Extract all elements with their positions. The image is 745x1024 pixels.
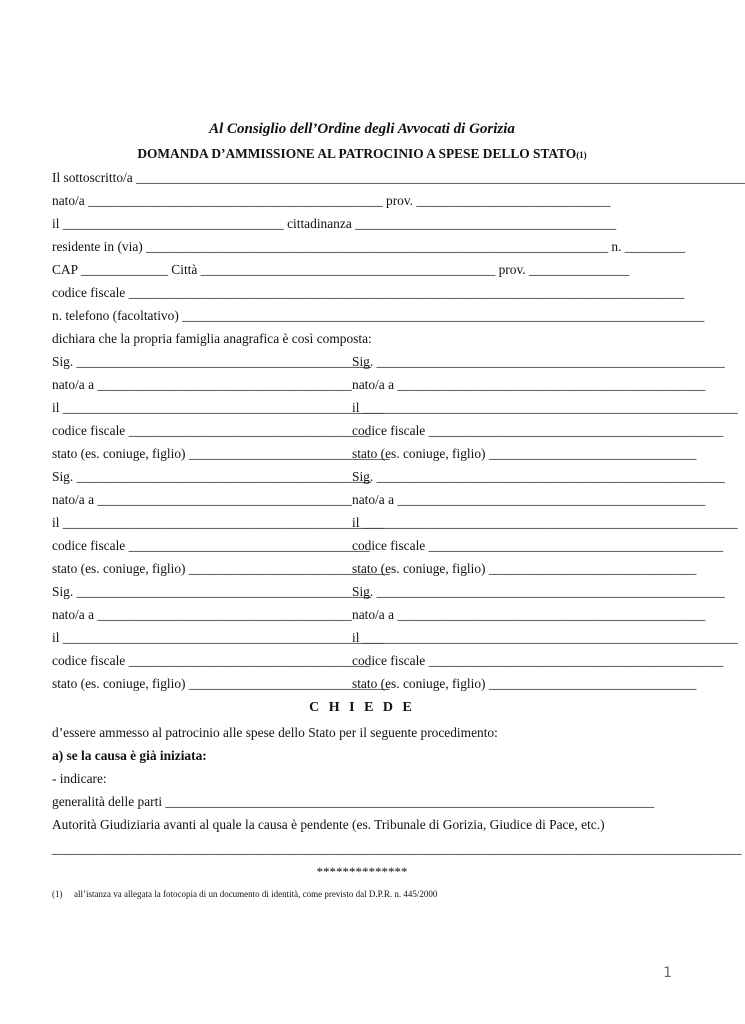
family-member-right-field[interactable]: stato (es. coniuge, figlio) _______________________________ bbox=[352, 561, 697, 576]
family-member-right-field[interactable]: Sig. ____________________________________________________ bbox=[352, 469, 725, 484]
applicant-city-field[interactable]: CAP _____________ Città ____________________________________________ prov. _______________ bbox=[52, 262, 630, 277]
title-footnote-ref: (1) bbox=[576, 150, 587, 160]
family-member-left-field[interactable]: nato/a a ______________________________________ bbox=[52, 607, 352, 622]
separator-stars: ************** bbox=[316, 864, 408, 879]
family-member-left-field[interactable]: il ________________________________________________ bbox=[52, 400, 385, 415]
family-member-left-field[interactable]: nato/a a ______________________________________ bbox=[52, 377, 352, 392]
indicate-label: - indicare: bbox=[52, 771, 107, 786]
applicant-phone-field[interactable]: n. telefono (facoltativo) ______________________________________________________________________________ bbox=[52, 308, 705, 323]
case-started-label: a) se la causa è già iniziata: bbox=[52, 748, 207, 763]
family-member-left-field[interactable]: codice fiscale ____________________________________ bbox=[52, 423, 370, 438]
family-member-right-field[interactable]: codice fiscale ____________________________________________ bbox=[352, 423, 724, 438]
applicant-birthdate-citizenship-field[interactable]: il _________________________________ cittadinanza _______________________________________ bbox=[52, 216, 617, 231]
family-member-right-field[interactable]: il ________________________________________________________ bbox=[352, 630, 738, 645]
family-member-left-field[interactable]: codice fiscale ____________________________________ bbox=[52, 653, 370, 668]
applicant-address-field[interactable]: residente in (via) _____________________________________________________________________ n. _________ bbox=[52, 239, 686, 254]
family-member-left-field[interactable]: Sig. ____________________________________________ bbox=[52, 584, 372, 599]
family-member-right-field[interactable]: Sig. ____________________________________________________ bbox=[352, 354, 725, 369]
family-member-left-field[interactable]: il ________________________________________________ bbox=[52, 515, 385, 530]
applicant-birthplace-field[interactable]: nato/a ____________________________________________ prov. _____________________________ bbox=[52, 193, 611, 208]
family-member-right-field[interactable]: Sig. ____________________________________________________ bbox=[352, 584, 725, 599]
family-member-right-field[interactable]: codice fiscale ____________________________________________ bbox=[352, 538, 724, 553]
applicant-tax-code-field[interactable]: codice fiscale ___________________________________________________________________________________ bbox=[52, 285, 685, 300]
request-heading: C H I E D E bbox=[309, 700, 415, 715]
parties-field[interactable]: generalità delle parti _________________________________________________________________________ bbox=[52, 794, 655, 809]
form-title-text: DOMANDA D’AMMISSIONE AL PATROCINIO A SPESE DELLO STATO bbox=[137, 146, 577, 161]
family-member-right-field[interactable]: nato/a a ______________________________________________ bbox=[352, 607, 706, 622]
family-member-left-field[interactable]: Sig. ____________________________________________ bbox=[52, 354, 372, 369]
footnote bbox=[52, 889, 437, 899]
family-member-right-field[interactable]: stato (es. coniuge, figlio) _______________________________ bbox=[352, 446, 697, 461]
family-member-right-field[interactable]: stato (es. coniuge, figlio) _______________________________ bbox=[352, 676, 697, 691]
footnote-text: all’istanza va allegata la fotocopia di un documento di identità, come previsto dal D.P.R. n. 445/2000 bbox=[74, 889, 438, 899]
family-member-left-field[interactable]: stato (es. coniuge, figlio) ______________________________ bbox=[52, 676, 390, 691]
family-member-right-field[interactable]: il ________________________________________________________ bbox=[352, 515, 738, 530]
family-member-left-field[interactable]: stato (es. coniuge, figlio) ______________________________ bbox=[52, 561, 390, 576]
family-intro: dichiara che la propria famiglia anagrafica è così composta: bbox=[52, 331, 372, 346]
family-member-left-field[interactable]: nato/a a ______________________________________ bbox=[52, 492, 352, 507]
request-intro: d’essere ammesso al patrocinio alle spese dello Stato per il seguente procedimento: bbox=[52, 725, 498, 740]
form-title bbox=[0, 146, 724, 162]
family-member-left-field[interactable]: Sig. ____________________________________________ bbox=[52, 469, 372, 484]
authority-label: Autorità Giudiziaria avanti al quale la causa è pendente (es. Tribunale di Gorizia, Giudice di Pace, etc.) bbox=[52, 817, 605, 832]
page-number: 1 bbox=[663, 965, 672, 981]
family-member-left-field[interactable]: stato (es. coniuge, figlio) ______________________________ bbox=[52, 446, 390, 461]
recipient-heading: Al Consiglio dell’Ordine degli Avvocati di Gorizia bbox=[209, 121, 515, 137]
footnote-number: (1) bbox=[52, 889, 63, 899]
family-member-right-field[interactable]: codice fiscale ____________________________________________ bbox=[352, 653, 724, 668]
family-member-left-field[interactable]: codice fiscale ____________________________________ bbox=[52, 538, 370, 553]
family-member-right-field[interactable]: nato/a a ______________________________________________ bbox=[352, 377, 706, 392]
family-member-right-field[interactable]: il ________________________________________________________ bbox=[352, 400, 738, 415]
family-member-right-field[interactable]: nato/a a ______________________________________________ bbox=[352, 492, 706, 507]
applicant-name-field[interactable]: Il sottoscritto/a ___________________________________________________________________________________________ bbox=[52, 170, 745, 185]
authority-field[interactable]: _______________________________________________________________________________________________________ bbox=[52, 841, 742, 856]
family-member-left-field[interactable]: il ________________________________________________ bbox=[52, 630, 385, 645]
